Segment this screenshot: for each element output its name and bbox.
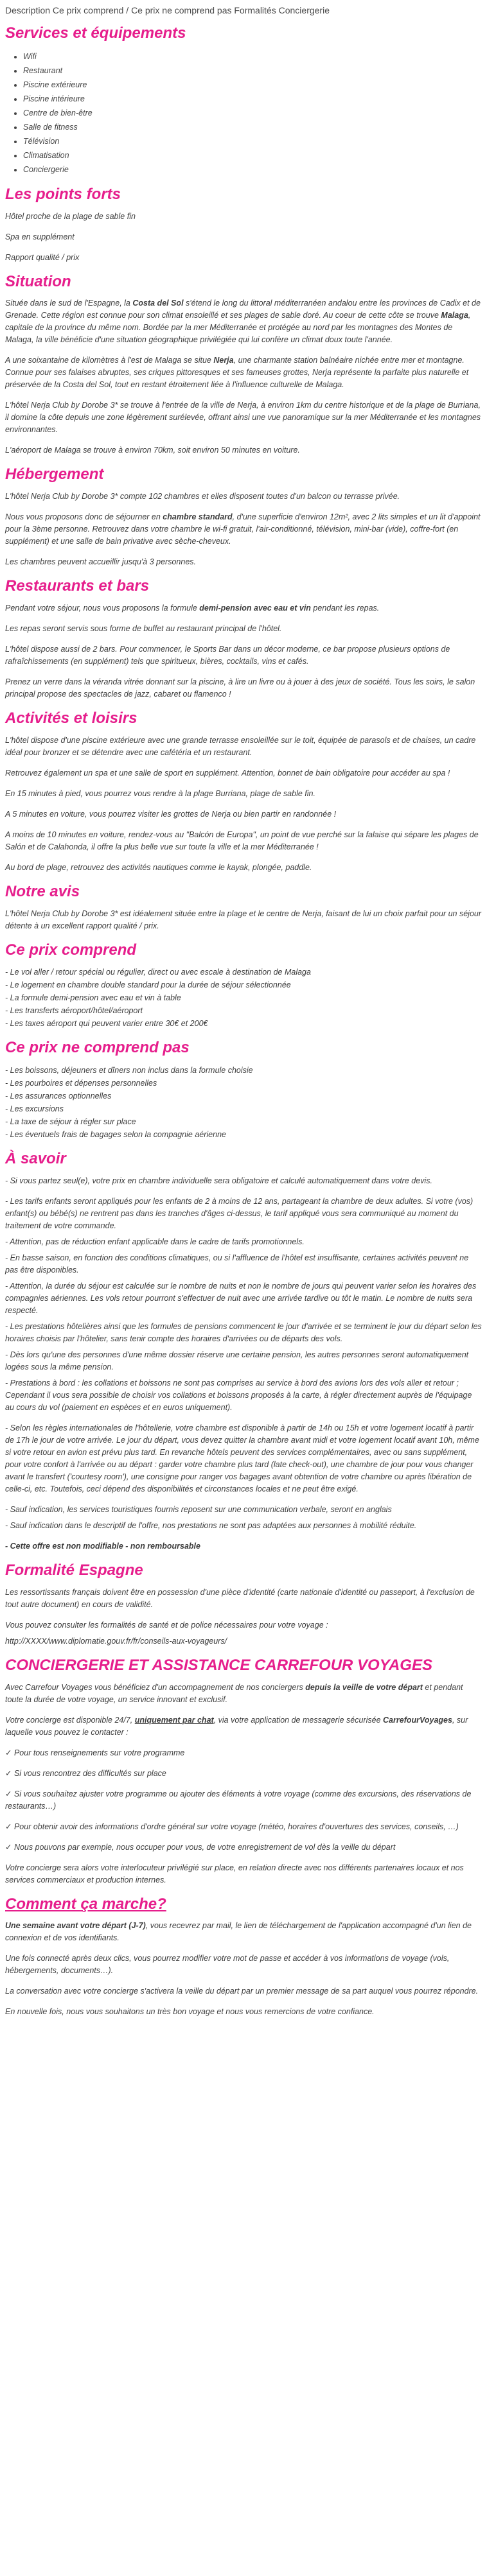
- list-item: • Climatisation: [23, 148, 482, 162]
- formalities-link[interactable]: http://XXXX/www.diplomatie.gouv.fr/fr/conseils-aux-voyageurs/: [5, 1636, 227, 1646]
- concierge-bullet: ✓ Nous pouvons par exemple, nous occuper pour vous, de votre enregistrement de vol dès la veille du départ: [5, 1842, 396, 1852]
- situation-paragraph: A une soixantaine de kilomètres à l'est de Malaga se situe Nerja, une charmante station balnéaire nichée entre mer et montagne. Connue pour ses falaises abruptes, ses criques pittoresques et ses fameuses grottes, Nerja représente la parfaite plus naturelle et préservée de la Costa del Sol, tout en restant étroitement liée à l'influence culturelle de Malaga.: [5, 356, 469, 390]
- list-item: - Le logement en chambre double standard pour la durée de séjour sélectionnée: [5, 980, 291, 990]
- know-heading: À savoir: [5, 1150, 66, 1168]
- formalities-heading: Formalité Espagne: [5, 1561, 143, 1579]
- know-paragraph: - En basse saison, en fonction des conditions climatiques, ou si l'affluence de l'hôtel est insuffisante, certaines activités peuvent ne pas être disponibles.: [5, 1253, 469, 1275]
- list-item: - Le vol aller / retour spécial ou régulier, direct ou avec escale à destination de Malaga: [5, 968, 311, 977]
- list-item: - Les excursions: [5, 1104, 64, 1114]
- know-paragraph: - Sauf indication dans le descriptif de l'offre, nos prestations ne sont pas adaptées aux personnes à mobilité réduite.: [5, 1520, 417, 1530]
- concierge-paragraph: Votre concierge est disponible 24/7, uniquement par chat, via votre application de messagerie sécurisée CarrefourVoyages, sur laquelle vous pouvez le contacter :: [5, 1715, 468, 1737]
- know-paragraph: - Si vous partez seul(e), votre prix en chambre individuelle sera obligatoire et calculé automatiquement dans votre devis.: [5, 1176, 432, 1185]
- includes-list: [5, 966, 482, 1030]
- how-paragraph: Une fois connecté après deux clics, vous pourrez modifier votre mot de passe et accéder à vos informations de voyage (vols, hébergements, documents…).: [5, 1954, 450, 1976]
- list-item: - Les assurances optionnelles: [5, 1092, 112, 1101]
- concierge-heading: CONCIERGERIE ET ASSISTANCE CARREFOUR VOYAGES: [5, 1656, 432, 1674]
- list-item: • Restaurant: [23, 64, 482, 78]
- lodging-heading: Hébergement: [5, 466, 104, 483]
- strength-item: Hôtel proche de la plage de sable fin: [5, 211, 136, 221]
- opinion-paragraph: L'hôtel Nerja Club by Dorobe 3* est idéalement située entre la plage et le centre de Nerja, faisant de lui un choix parfait pour un séjour détente à un excellent rapport qualité / prix.: [5, 909, 482, 930]
- restaurants-paragraph: Les repas seront servis sous forme de buffet au restaurant principal de l'hôtel.: [5, 623, 282, 633]
- list-item: • Conciergerie: [23, 162, 482, 177]
- situation-paragraph: Située dans le sud de l'Espagne, la Costa del Sol s'étend le long du littoral méditerranéen andalou entre les provinces de Cadix et de Grenade. Cette région est connue pour son climat ensoleillé et ses plages de sable doré. Au coeur de cette côte se trouve Malaga, capitale de la province du même nom. Bordée par la mer Méditerranée et protégée au nord par les montagnes des Montes de Malaga, la ville bénéficie d'une situation géographique privilégiée qui lui confère un climat doux toute l'année.: [5, 299, 481, 345]
- excludes-list: [5, 1064, 482, 1141]
- know-paragraph: - Les prestations hôtelières ainsi que les formules de pensions commencent le jour d'arrivée et se terminent le jour du départ selon les horaires choisis par l'hôtelier, sans tenir compte des horaires d'arrivées ou de départs des vols.: [5, 1321, 482, 1343]
- list-item: • Wifi: [23, 49, 482, 64]
- strengths-heading: Les points forts: [5, 185, 121, 203]
- activities-paragraph: A 5 minutes en voiture, vous pourrez visiter les grottes de Nerja ou bien partir en randonnée !: [5, 809, 337, 819]
- know-paragraph: - Sauf indication, les services touristiques fournis reposent sur une communication verbale, seront en anglais: [5, 1504, 392, 1514]
- services-heading: Services et équipements: [5, 24, 186, 42]
- how-paragraph: La conversation avec votre concierge s'activera la veille du départ par un premier message de sa part auquel vous pourrez répondre.: [5, 1987, 479, 1996]
- activities-paragraph: Au bord de plage, retrouvez des activités nautiques comme le kayak, plongée, paddle.: [5, 862, 312, 872]
- know-paragraph: - Dès lors qu'une des personnes d'une même dossier réserve une certaine pension, les autres personnes seront automatiquement logées sous la même pension.: [5, 1350, 469, 1371]
- concierge-bullet: ✓ Pour tous renseignements sur votre programme: [5, 1748, 185, 1757]
- strength-item: Spa en supplément: [5, 232, 75, 241]
- activities-paragraph: A moins de 10 minutes en voiture, rendez-vous au "Balcón de Europa", un point de vue perché sur la falaise qui sépare les plages de Salón et de Calahonda, il offre la plus belle vue sur toute la ville et la mer Méditerranée !: [5, 830, 479, 851]
- lodging-paragraph: L'hôtel Nerja Club by Dorobe 3* compte 102 chambres et elles disposent toutes d'un balcon ou terrasse privée.: [5, 492, 400, 501]
- activities-paragraph: En 15 minutes à pied, vous pourrez vous rendre à la plage Burriana, plage de sable fin.: [5, 788, 315, 798]
- know-paragraph: - Attention, pas de réduction enfant applicable dans le cadre de tarifs promotionnels.: [5, 1237, 305, 1246]
- list-item: • Piscine intérieure: [23, 92, 482, 106]
- list-item: - Les boissons, déjeuners et dîners non inclus dans la formule choisie: [5, 1066, 253, 1075]
- lodging-paragraph: Les chambres peuvent accueillir jusqu'à 3 personnes.: [5, 557, 197, 567]
- situation-paragraph: L'aéroport de Malaga se trouve à environ 70km, soit environ 50 minutes en voiture.: [5, 446, 300, 455]
- activities-heading: Activités et loisirs: [5, 709, 137, 727]
- know-paragraph: - Les tarifs enfants seront appliqués pour les enfants de 2 à moins de 12 ans, partageant la chambre de deux adultes. Si votre (vos) enfant(s) ou bébé(s) ne rentrent pas dans les tranches d'âges ci-dessus, le tarif appliqué vous sera communiqué au moment du traitement de votre commande.: [5, 1196, 474, 1230]
- concierge-paragraph: Votre concierge sera alors votre interlocuteur privilégié sur place, en relation directe avec nos différents partenaires locaux et nos services commerciaux et production internes.: [5, 1863, 464, 1884]
- know-paragraph: - Attention, la durée du séjour est calculée sur le nombre de nuits et non le nombre de jours qui peuvent varier selon les horaires des compagnies aériennes. Les vols retour pourront s'effectuer de nuit avec une arrivée tardive ou tôt le matin. Le nombre de nuits sera respecté.: [5, 1281, 477, 1315]
- know-paragraph: - Selon les règles internationales de l'hôtellerie, votre chambre est disponible à partir de 14h ou 15h et votre logement locatif à partir de 17h le jour de votre arrivée. Le jour du départ, vous devez quitter la chambre avant midi et votre logement locatif avant 10h, même si votre retour en avion est prévu plus tard. En revanche hôtels peuvent des services complémentaires, avec ou sans supplément, pour votre confort à l'arrivée ou au départ : garder votre chambre plus tard (late check-out), une chambre de jour pour vous changer avant le transfert ('courtesy room'), une consigne pour ranger vos bagages avant obtention de votre chambre ou après libération de celle-ci, etc. Toutefois, ceci dépend des disponibilités et circonstances locales et ne peut être exigé.: [5, 1423, 479, 1493]
- know-paragraph: - Prestations à bord : les collations et boissons ne sont pas comprises au service à bord des avions lors des vols aller et retour ; Cependant il vous sera possible de choisir vos collations et boissons proposés à la carte, à régler directement auprès de l'équipage au cours du vol (paiement en espèces et en euros uniquement).: [5, 1378, 472, 1412]
- restaurants-paragraph: L'hôtel dispose aussi de 2 bars. Pour commencer, le Sports Bar dans un décor moderne, ce bar propose plusieurs options de rafraîchissements (en supplément) tels que spiritueux, bières, cocktails, vins et cafés.: [5, 644, 450, 666]
- concierge-bullet: ✓ Pour obtenir avoir des informations d'ordre général sur votre voyage (météo, horaires d'ouvertures des services, conseils, …): [5, 1822, 459, 1831]
- how-paragraph: En nouvelle fois, nous vous souhaitons un très bon voyage et nous vous remercions de votre confiance.: [5, 2007, 375, 2017]
- activities-paragraph: L'hôtel dispose d'une piscine extérieure avec une grande terrasse ensoleillée sur le toit, équipée de parasols et de chaises, un cadre idéal pour bronzer et se détendre avec une cafétéria et un restaurant.: [5, 735, 476, 757]
- includes-heading: Ce prix comprend: [5, 941, 137, 959]
- how-heading: Comment ça marche?: [5, 1895, 166, 1913]
- how-paragraph: Une semaine avant votre départ (J-7), vous recevrez par mail, le lien de téléchargement de l'application accompagné d'un lien de connexion et de vos identifiants.: [5, 1921, 472, 1943]
- concierge-bullet: ✓ Si vous rencontrez des difficultés sur place: [5, 1768, 166, 1778]
- list-item: • Piscine extérieure: [23, 78, 482, 92]
- formalities-paragraph: Les ressortissants français doivent être en possession d'une pièce d'identité (carte nationale d'identité ou passeport, à l'exclusion de tout autre document) en cours de validité.: [5, 1587, 475, 1609]
- restaurants-paragraph: Pendant votre séjour, nous vous proposons la formule demi-pension avec eau et vin pendant les repas.: [5, 603, 380, 613]
- restaurants-paragraph: Prenez un verre dans la véranda vitrée donnant sur la piscine, à lire un livre ou à jouer à des jeux de société. Tous les soirs, le salon principal propose des spectacles de jazz, cabaret ou flamenco !: [5, 677, 475, 699]
- concierge-bullet: ✓ Si vous souhaitez ajuster votre programme ou ajouter des éléments à votre voyage (comme des excursions, des réservations de restaurants…): [5, 1789, 472, 1811]
- activities-paragraph: Retrouvez également un spa et une salle de sport en supplément. Attention, bonnet de bain obligatoire pour accéder au spa !: [5, 768, 450, 778]
- breadcrumb: Description Ce prix comprend / Ce prix ne comprend pas Formalités Conciergerie: [5, 5, 330, 15]
- situation-heading: Situation: [5, 272, 71, 290]
- concierge-paragraph: Avec Carrefour Voyages vous bénéficiez d'un accompagnement de nos conciergers depuis la veille de votre départ et pendant toute la durée de votre voyage, un service innovant et exclusif.: [5, 1682, 463, 1704]
- list-item: - Les pourboires et dépenses personnelles: [5, 1079, 157, 1088]
- formalities-paragraph: Vous pouvez consulter les formalités de santé et de police nécessaires pour votre voyage :: [5, 1620, 328, 1630]
- know-paragraph: - Cette offre est non modifiable - non remboursable: [5, 1541, 200, 1551]
- excludes-heading: Ce prix ne comprend pas: [5, 1039, 190, 1057]
- list-item: • Centre de bien-être: [23, 106, 482, 120]
- list-item: - Les éventuels frais de bagages selon la compagnie aérienne: [5, 1130, 226, 1140]
- strength-item: Rapport qualité / prix: [5, 252, 80, 262]
- list-item: • Salle de fitness: [23, 120, 482, 134]
- lodging-paragraph: Nous vous proposons donc de séjourner en chambre standard, d'une superficie d'environ 12m², avec 2 lits simples et un lit d'appoint pour la 3ème personne. Retrouvez dans votre chambre le wi-fi gratuit, l'air-conditionné, télévision, mini-bar (vide), coffre-fort (en supplément) et une salle de bain privative avec sèche-cheveux.: [5, 512, 481, 546]
- restaurants-heading: Restaurants et bars: [5, 577, 150, 595]
- list-item: • Télévision: [23, 134, 482, 148]
- list-item: - Les taxes aéroport qui peuvent varier entre 30€ et 200€: [5, 1019, 208, 1029]
- list-item: - Les transferts aéroport/hôtel/aéroport: [5, 1006, 143, 1016]
- opinion-heading: Notre avis: [5, 882, 80, 900]
- list-item: - La formule demi-pension avec eau et vin à table: [5, 993, 181, 1003]
- services-list: [5, 49, 482, 177]
- list-item: - La taxe de séjour à régler sur place: [5, 1117, 136, 1127]
- situation-paragraph: L'hôtel Nerja Club by Dorobe 3* se trouve à l'entrée de la ville de Nerja, à environ 1km du centre historique et de la plage de Burriana, il domine la côte depuis une zone légèrement surélevée, offrant ainsi une vue panoramique sur la mer Méditerranée et les montagnes environnantes.: [5, 401, 481, 435]
